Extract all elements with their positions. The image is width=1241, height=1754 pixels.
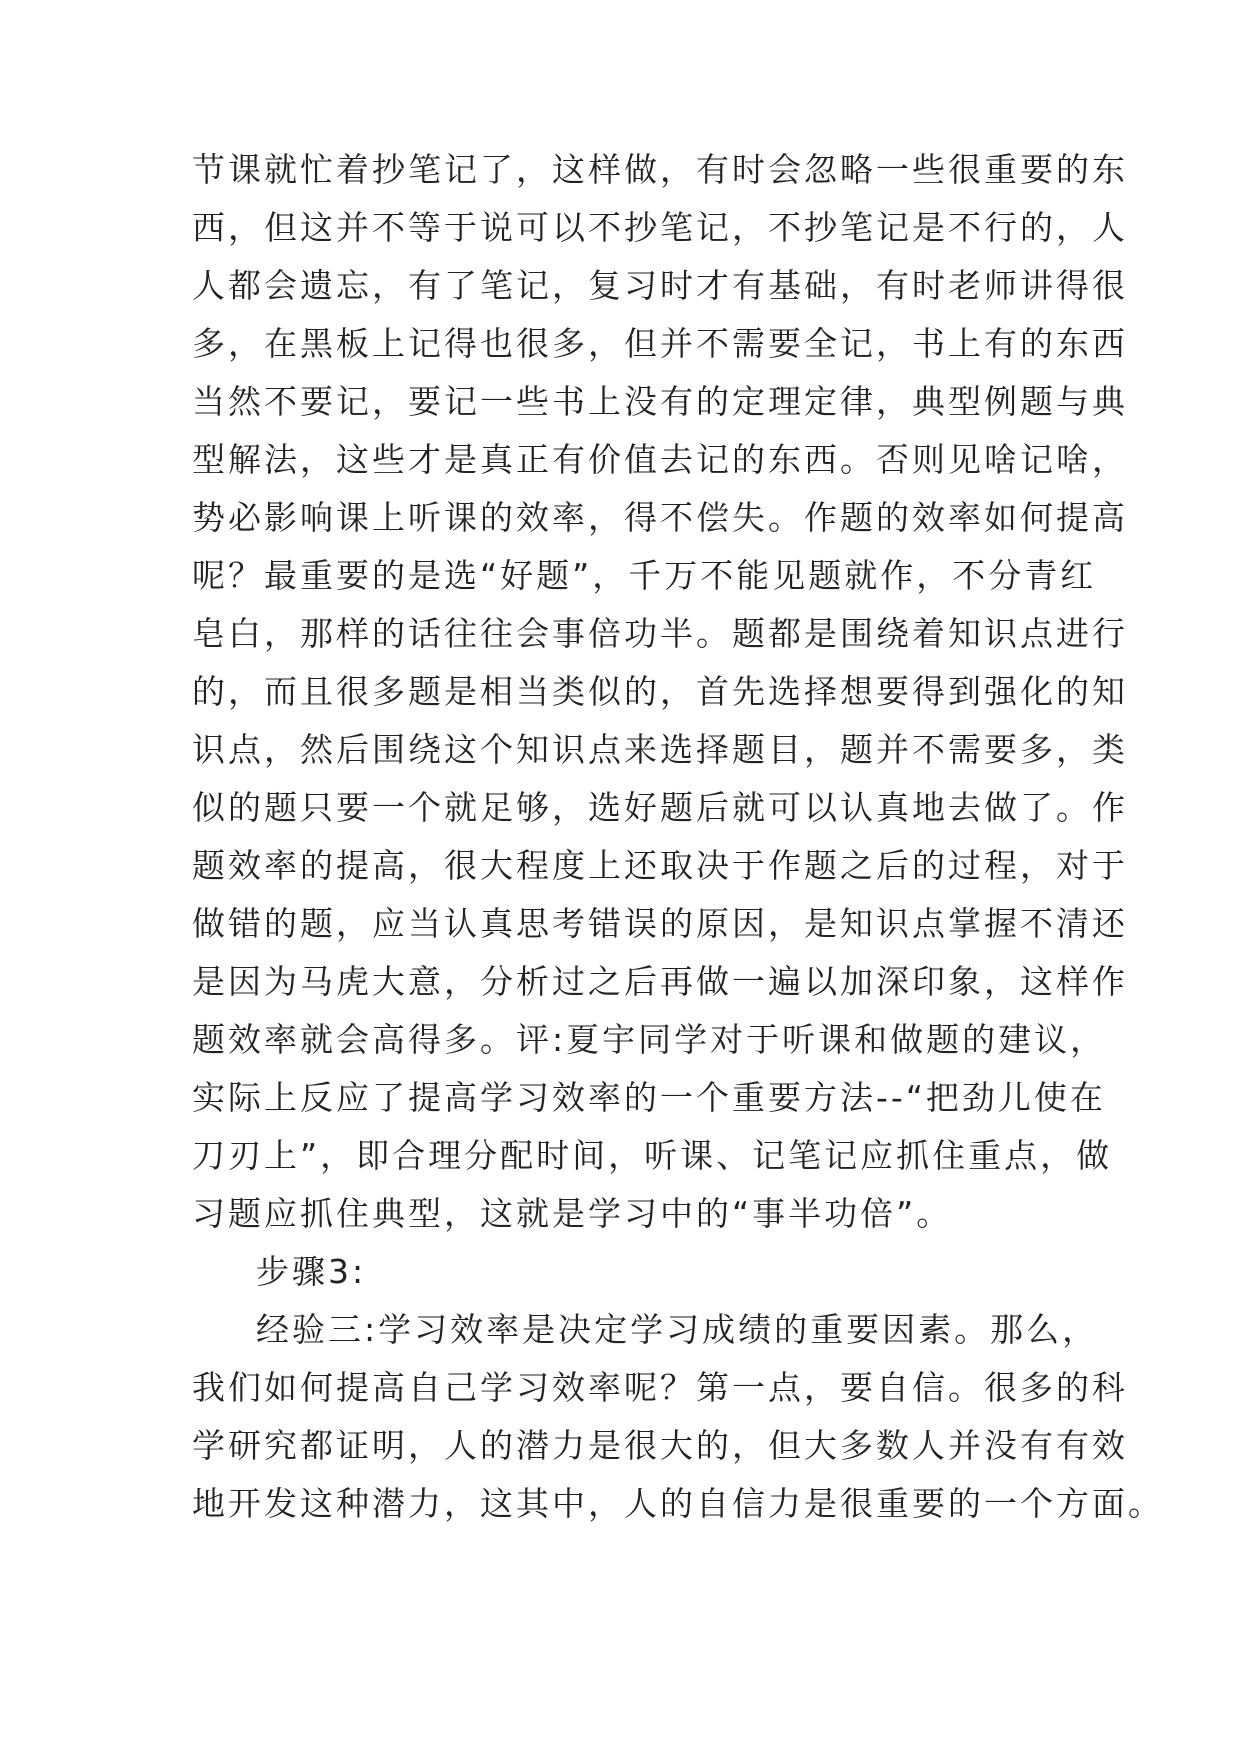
text-line: 似的题只要一个就足够，选好题后就可以认真地去做了。作 xyxy=(192,788,1128,827)
text-line: 题效率的提高，很大程度上还取决于作题之后的过程，对于 xyxy=(192,846,1128,885)
text-line: 经验三:学习效率是决定学习成绩的重要因素。那么， xyxy=(256,1310,1099,1349)
text-line: 人都会遗忘，有了笔记，复习时才有基础，有时老师讲得很 xyxy=(192,266,1128,305)
text-line: 多，在黑板上记得也很多，但并不需要全记，书上有的东西 xyxy=(192,324,1128,363)
text-line: 皂白，那样的话往往会事倍功半。题都是围绕着知识点进行 xyxy=(192,614,1128,653)
text-line: 刀刃上”，即合理分配时间，听课、记笔记应抓住重点，做 xyxy=(192,1136,1113,1175)
text-line: 节课就忙着抄笔记了，这样做，有时会忽略一些很重要的东 xyxy=(192,150,1128,189)
text-line: 实际上反应了提高学习效率的一个重要方法--“把劲儿使在 xyxy=(192,1078,1106,1117)
text-line: 学研究都证明，人的潜力是很大的，但大多数人并没有有效 xyxy=(192,1426,1128,1465)
step-heading: 步骤3: xyxy=(256,1252,367,1291)
text-line: 的，而且很多题是相当类似的，首先选择想要得到强化的知 xyxy=(192,672,1128,711)
text-line: 题效率就会高得多。评:夏宇同学对于听课和做题的建议， xyxy=(192,1020,1107,1059)
text-line: 西，但这并不等于说可以不抄笔记，不抄笔记是不行的，人 xyxy=(192,208,1128,247)
text-line: 势必影响课上听课的效率，得不偿失。作题的效率如何提高 xyxy=(192,498,1128,537)
text-line: 习题应抓住典型，这就是学习中的“事半功倍”。 xyxy=(192,1194,953,1233)
text-line: 识点，然后围绕这个知识点来选择题目，题并不需要多，类 xyxy=(192,730,1128,769)
text-line: 是因为马虎大意，分析过之后再做一遍以加深印象，这样作 xyxy=(192,962,1128,1001)
text-line: 呢？最重要的是选“好题”，千万不能见题就作，不分青红 xyxy=(192,556,1097,595)
text-line: 做错的题，应当认真思考错误的原因，是知识点掌握不清还 xyxy=(192,904,1128,943)
text-line: 地开发这种潜力，这其中，人的自信力是很重要的一个方面。 xyxy=(192,1484,1164,1523)
text-line: 型解法，这些才是真正有价值去记的东西。否则见啥记啥， xyxy=(192,440,1128,479)
text-line: 我们如何提高自己学习效率呢？第一点，要自信。很多的科 xyxy=(192,1368,1128,1407)
text-line: 当然不要记，要记一些书上没有的定理定律，典型例题与典 xyxy=(192,382,1128,421)
